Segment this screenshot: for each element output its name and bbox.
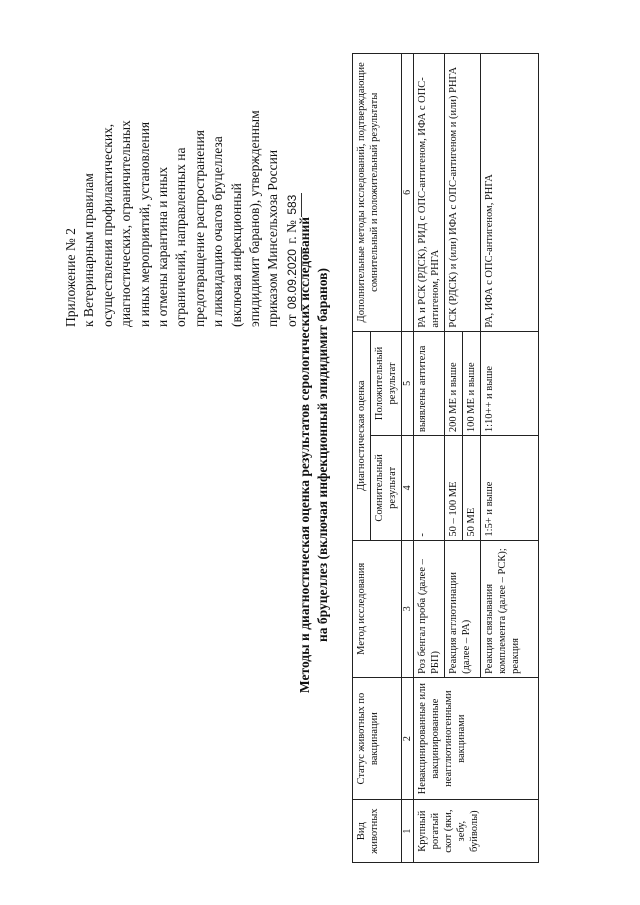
table-row (414, 54, 445, 863)
column-number: 6 (402, 54, 414, 332)
header-diagnostic-assessment: Диагностическая оценка (353, 331, 371, 540)
cell-additional: РА и РСК (РДСК), РИД с ОПС-антигеном, ИФА с ОПС-антигеном, РНГА (414, 54, 445, 332)
header-vaccination-status: Статус животных по вакцинации (353, 677, 402, 799)
header-positive: Положительный результат (371, 331, 402, 436)
column-number: 5 (402, 331, 414, 436)
cell-positive: 100 МЕ и выше (463, 331, 481, 436)
column-number: 2 (402, 677, 414, 799)
cell-additional: РСК (РДСК) и (или) ИФА с ОПС-антигеном и (или) РНГА (445, 54, 481, 332)
cell-status: Невакцинированные или вакцинированные неагглютиногенными вакцинами (414, 677, 539, 799)
cell-doubtful: 50 МЕ (463, 436, 481, 540)
order-number: 583 (283, 193, 302, 217)
title-line-2: на бруцеллез (включая инфекционный эпидидимит баранов) (315, 268, 330, 642)
document-title (296, 65, 332, 845)
appendix-line: осуществления профилактических, (99, 123, 115, 327)
cell-doubtful: - (414, 436, 445, 540)
cell-method: Реакция связывания комплемента (далее – РСК); реакция (481, 540, 539, 677)
column-number-row (402, 54, 414, 863)
appendix-line: диагностических, ограничительных (118, 120, 134, 327)
header-row (353, 54, 371, 863)
appendix-line: и иных мероприятий, установления (136, 121, 152, 327)
appendix-line: предотвращение распространения (191, 130, 207, 327)
column-number: 3 (402, 540, 414, 677)
date-suffix: г. № (283, 220, 299, 244)
cell-positive: выявлены антитела (414, 331, 445, 436)
header-doubtful: Сомнительный результат (371, 436, 402, 540)
appendix-header (62, 27, 302, 327)
cell-animal: Крупный рогатый скот (яки, зебу, буйволы) (414, 800, 539, 863)
header-animal-type: Вид животных (353, 800, 402, 863)
cell-method: Роз бенгал проба (далее – РБП) (414, 540, 445, 677)
cell-positive: 1:10++ и выше (481, 331, 539, 436)
column-number: 4 (402, 436, 414, 540)
appendix-line: приказом Минсельхоза России (265, 149, 281, 327)
appendix-line: и ликвидацию очагов бруцеллеза (210, 136, 226, 327)
cell-additional: РА, ИФА с ОПС-антигеном, РНГА (481, 54, 539, 332)
cell-doubtful: 50 – 100 МЕ (445, 436, 463, 540)
cell-method: Реакция агглютинации (далее – РА) (445, 540, 481, 677)
cell-positive: 200 МЕ и выше (445, 331, 463, 436)
order-date: 08.09.2020 (283, 247, 302, 311)
column-number: 1 (402, 800, 414, 863)
date-prefix: от (283, 314, 299, 327)
header-method: Метод исследования (353, 540, 402, 677)
title-line-1: Методы и диагностическая оценка результатов серологических исследований (297, 216, 312, 694)
appendix-line: эпидидимит баранов), утвержденным (247, 110, 263, 327)
cell-doubtful: 1:5+ и выше (481, 436, 539, 540)
appendix-line: и отмены карантина и иных (155, 166, 171, 327)
serology-methods-table (352, 53, 539, 863)
appendix-line: ограничений, направленных на (173, 147, 189, 327)
appendix-line: (включая инфекционный (228, 183, 244, 327)
header-additional-methods: Дополнительные методы исследований, подтверждающие сомнительный и положительный результаты (353, 54, 402, 332)
appendix-line: Приложение № 2 (63, 228, 78, 327)
appendix-line: к Ветеринарным правилам (81, 173, 97, 327)
